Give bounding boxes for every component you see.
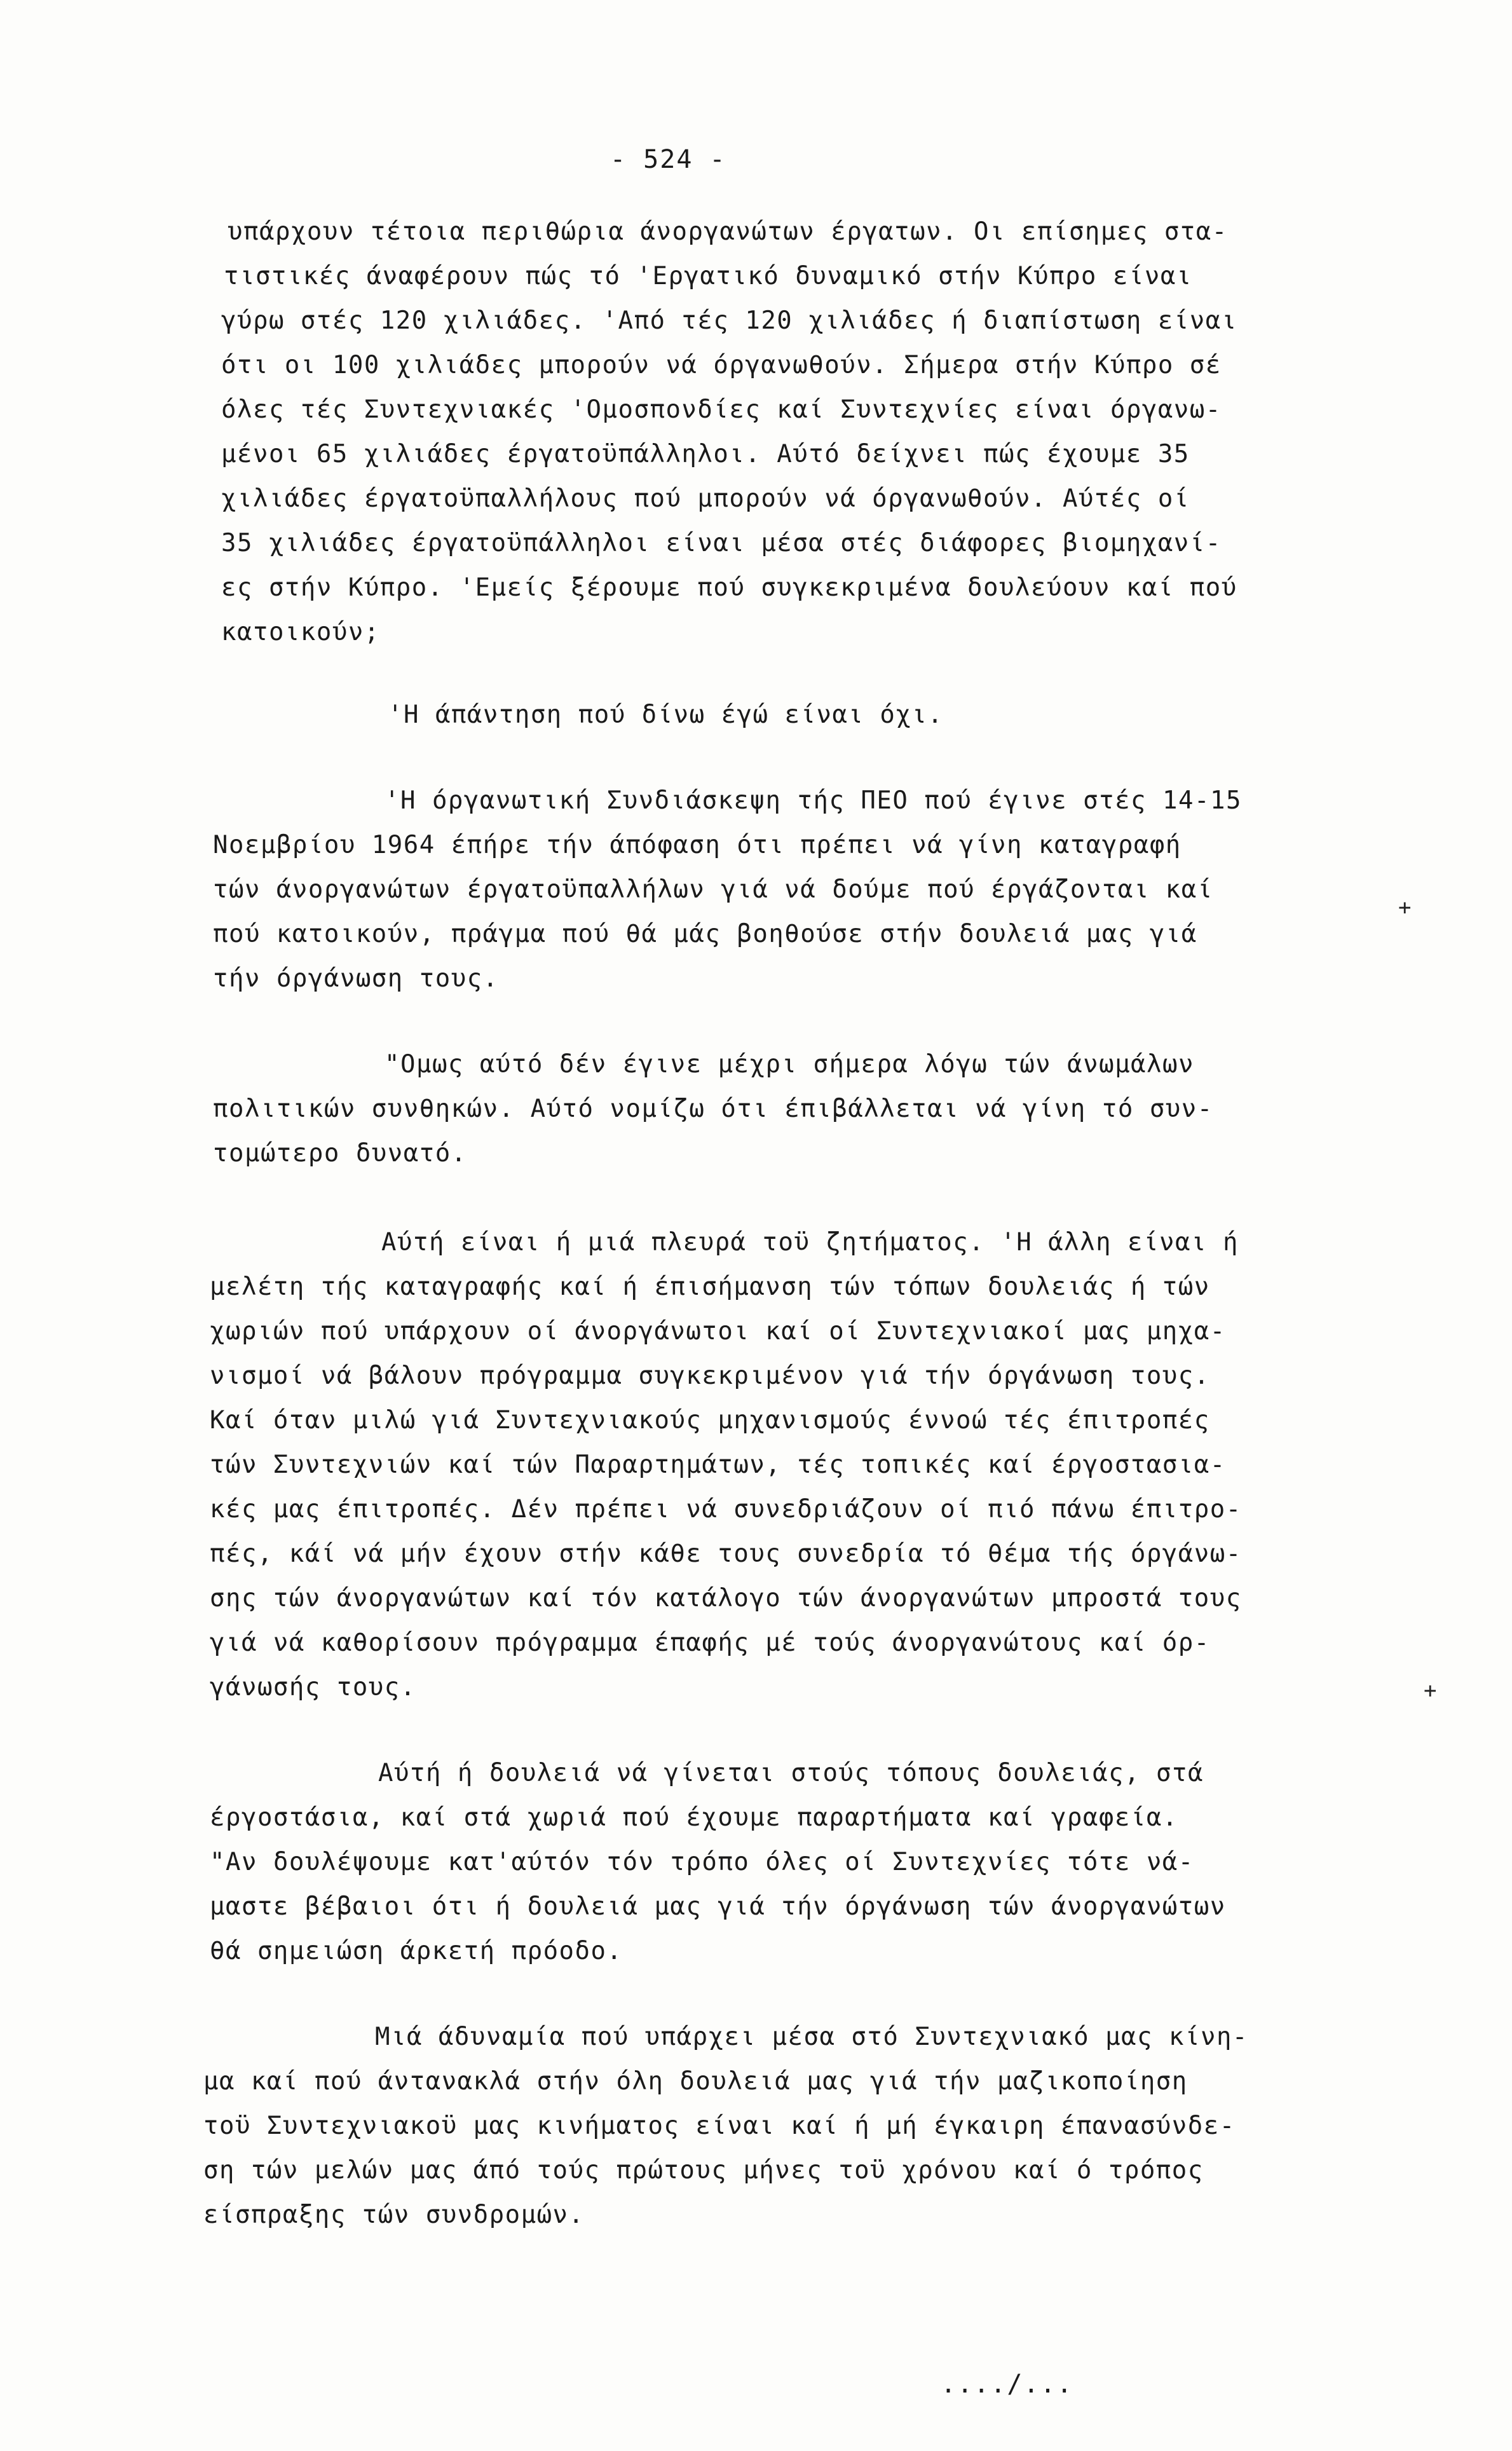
text-line: 35 χιλιάδες έργατοϋπάλληλοι είναι μέσα στές διάφορες βιομηχανί- [221, 529, 1222, 557]
text-line: υπάρχουν τέτοια περιθώρια άνοργανώτων έργατων. Οι επίσημες στα- [228, 217, 1228, 246]
text-line: γάνωσής τους. [210, 1673, 416, 1702]
text-line: γύρω στές 120 χιλιάδες. 'Από τές 120 χιλιάδες ή διαπίστωση είναι [221, 306, 1237, 335]
text-line: κατοικούν; [221, 618, 380, 646]
text-line: χιλιάδες έργατοϋπαλλήλους πού μπορούν νά όργανωθούν. Αύτές οί [221, 484, 1190, 513]
text-line: γιά νά καθορίσουν πρόγραμμα έπαφής μέ τούς άνοργανώτους καί όρ- [210, 1628, 1210, 1657]
text-line: ότι οι 100 χιλιάδες μπορούν νά όργανωθούν. Σήμερα στήν Κύπρο σέ [221, 351, 1222, 379]
text-line: όλες τές Συντεχνιακές 'Ομοσπονδίες καί Συντεχνίες είναι όργανω- [221, 395, 1222, 424]
text-line: τομώτερο δυνατό. [213, 1139, 467, 1168]
text-line: είσπραξης τών συνδρομών. [203, 2201, 585, 2229]
text-line: μαστε βέβαιοι ότι ή δουλειά μας γιά τήν όργάνωση τών άνοργανώτων [210, 1892, 1226, 1921]
margin-plus-mark: + [1398, 895, 1412, 920]
text-line: Αύτή είναι ή μιά πλευρά τοϋ ζητήματος. 'Η άλλη είναι ή [381, 1228, 1239, 1257]
continuation-mark: ..../... [941, 2370, 1073, 2399]
text-line: "Ομως αύτό δέν έγινε μέχρι σήμερα λόγω τών άνωμάλων [385, 1050, 1194, 1079]
text-line: 'Η όργανωτική Συνδιάσκεψη τής ΠΕΟ πού έγινε στές 14-15 [385, 786, 1242, 815]
text-line: έργοστάσια, καί στά χωριά πού έχουμε παραρτήματα καί γραφεία. [210, 1803, 1178, 1832]
text-line: κές μας έπιτροπές. Δέν πρέπει νά συνεδριάζουν οί πιό πάνω έπιτρο- [210, 1495, 1242, 1524]
text-line: χωριών πού υπάρχουν οί άνοργάνωτοι καί οί Συντεχνιακοί μας μηχα- [210, 1317, 1226, 1346]
text-line: πού κατοικούν, πράγμα πού θά μάς βοηθούσε στήν δουλειά μας γιά [213, 920, 1197, 948]
text-line: θά σημειώση άρκετή πρόοδο. [210, 1937, 623, 1965]
text-line: ση τών μελών μας άπό τούς πρώτους μήνες τοϋ χρόνου καί ό τρόπος [203, 2156, 1204, 2185]
text-line: μένοι 65 χιλιάδες έργατοϋπάλληλοι. Αύτό δείχνει πώς έχουμε 35 [221, 440, 1190, 468]
text-line: μελέτη τής καταγραφής καί ή έπισήμανση τών τόπων δουλειάς ή τών [210, 1273, 1210, 1301]
text-line: πές, κάί νά μήν έχουν στήν κάθε τους συνεδρία τό θέμα τής όργάνω- [210, 1540, 1242, 1568]
text-line: Αύτή ή δουλειά νά γίνεται στούς τόπους δουλειάς, στά [378, 1759, 1204, 1787]
text-line: Καί όταν μιλώ γιά Συντεχνιακούς μηχανισμούς έννοώ τές έπιτροπές [210, 1406, 1210, 1435]
text-line: "Αν δουλέψουμε κατ'αύτόν τόν τρόπο όλες οί Συντεχνίες τότε νά- [210, 1848, 1194, 1876]
text-line: τοϋ Συντεχνιακοϋ μας κινήματος είναι καί ή μή έγκαιρη έπανασύνδε- [203, 2112, 1236, 2140]
text-line: σης τών άνοργανώτων καί τόν κατάλογο τών άνοργανώτων μπροστά τους [210, 1584, 1242, 1613]
text-line: ες στήν Κύπρο. 'Εμείς ξέρουμε πού συγκεκριμένα δουλεύουν καί πού [221, 573, 1237, 602]
text-line: τών Συντεχνιών καί τών Παραρτημάτων, τές τοπικές καί έργοστασια- [210, 1451, 1226, 1479]
page-number: - 524 - [610, 145, 726, 174]
text-line: νισμοί νά βάλουν πρόγραμμα συγκεκριμένον γιά τήν όργάνωση τους. [210, 1362, 1210, 1390]
text-line: τήν όργάνωση τους. [213, 964, 499, 993]
margin-plus-mark: + [1424, 1678, 1437, 1703]
text-line: Νοεμβρίου 1964 έπήρε τήν άπόφαση ότι πρέπει νά γίνη καταγραφή [213, 831, 1182, 859]
text-line: 'Η άπάντηση πού δίνω έγώ είναι όχι. [388, 700, 944, 729]
text-line: τών άνοργανώτων έργατοϋπαλλήλων γιά νά δούμε πού έργάζονται καί [213, 875, 1213, 904]
text-line: τιστικές άναφέρουν πώς τό 'Εργατικό δυναμικό στήν Κύπρο είναι [224, 262, 1192, 290]
text-line: μα καί πού άντανακλά στήν όλη δουλειά μας γιά τήν μαζικοποίηση [203, 2067, 1188, 2096]
text-line: Μιά άδυναμία πού υπάρχει μέσα στό Συντεχνιακό μας κίνη- [375, 2023, 1248, 2051]
text-line: πολιτικών συνθηκών. Αύτό νομίζω ότι έπιβάλλεται νά γίνη τό συν- [213, 1095, 1213, 1123]
